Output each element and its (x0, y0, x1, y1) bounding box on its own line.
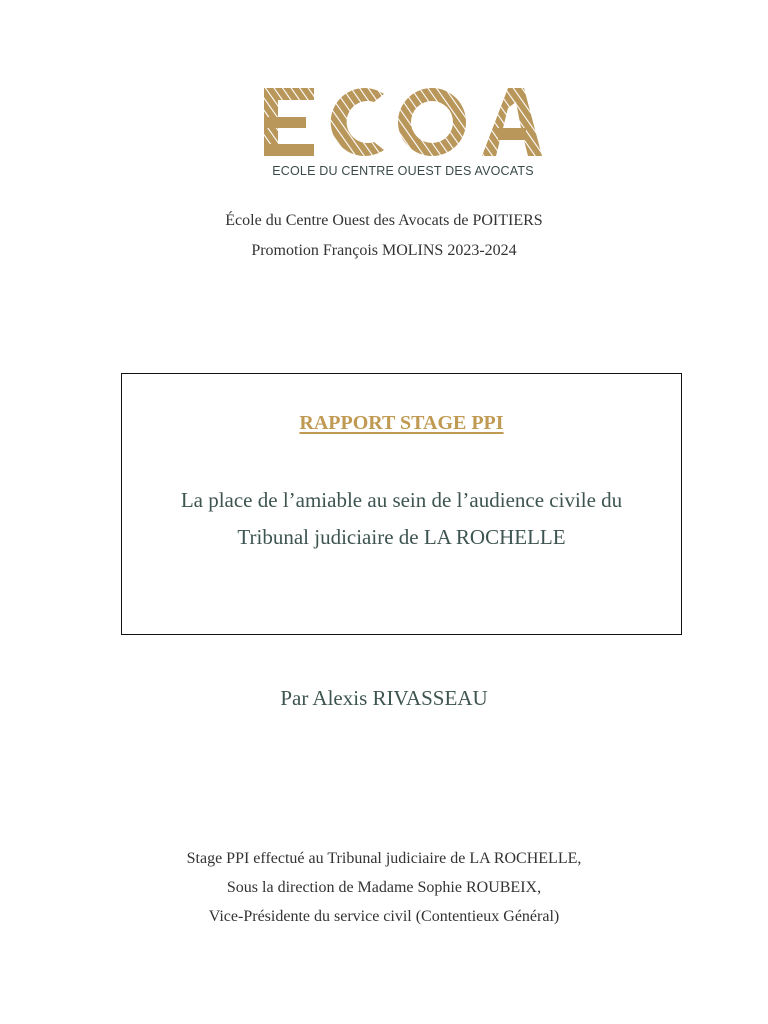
stage-location: Stage PPI effectué au Tribunal judiciaire de LA ROCHELLE, (186, 850, 582, 867)
report-heading: RAPPORT STAGE PPI (299, 412, 504, 434)
report-title-box (121, 373, 682, 635)
stage-supervisor: Sous la direction de Madame Sophie ROUBEIX, (226, 879, 542, 896)
report-subject-line-1: La place de l’amiable au sein de l’audience civile du (180, 488, 623, 512)
promotion-name: Promotion François MOLINS 2023-2024 (251, 242, 517, 259)
report-subject-line-2: Tribunal judiciaire de LA ROCHELLE (237, 525, 566, 549)
author-line: Par Alexis RIVASSEAU (280, 686, 488, 710)
ecoa-logo (262, 84, 544, 184)
ecoa-wordmark-graphic (262, 84, 544, 160)
logo-subtitle: ECOLE DU CENTRE OUEST DES AVOCATS (272, 164, 534, 178)
school-name: École du Centre Ouest des Avocats de POITIERS (225, 212, 543, 229)
supervisor-title: Vice-Présidente du service civil (Contentieux Général) (208, 908, 560, 925)
